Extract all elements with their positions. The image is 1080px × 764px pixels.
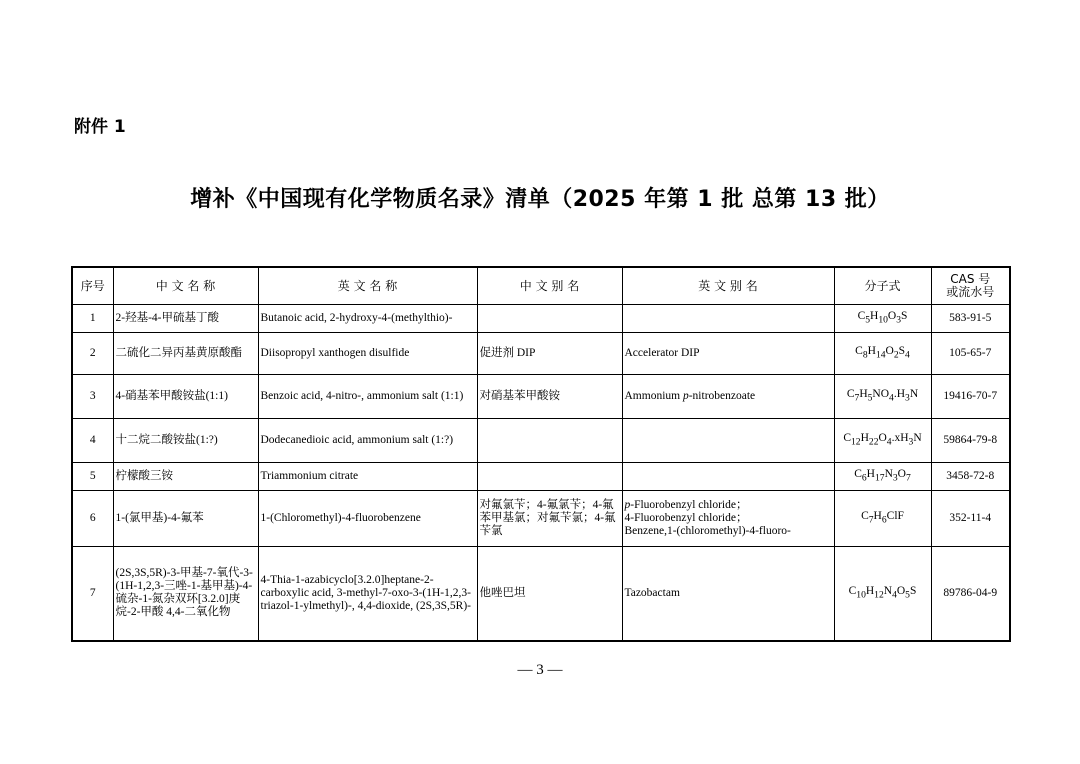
cell-cn-alias: 对硝基苯甲酸铵 <box>477 375 622 419</box>
formula-subscript: 3 <box>905 392 910 404</box>
cell-en-alias: Accelerator DIP <box>622 333 834 375</box>
header-cas-line2: 或流水号 <box>946 285 995 299</box>
header-formula: 分子式 <box>834 267 931 305</box>
formula-subscript: 22 <box>868 436 879 448</box>
cell-en-name: 4-Thia-1-azabicyclo[3.2.0]heptane-2-carboxylic acid, 3-methyl-7-oxo-3-(1H-1,2,3-triazol-1-ylmethyl)-, 4,4-dioxide, (2S,3S,5R)- <box>258 547 477 641</box>
cell-seq: 4 <box>72 419 113 463</box>
cell-en-name: Benzoic acid, 4-nitro-, ammonium salt (1:1) <box>258 375 477 419</box>
chemical-list-table <box>71 266 1011 642</box>
formula-subscript: 7 <box>905 472 911 484</box>
table-row <box>72 491 1010 547</box>
document-title: 增补《中国现有化学物质名录》清单（2025 年第 1 批 总第 13 批） <box>190 187 890 212</box>
cell-cn-alias <box>477 305 622 333</box>
formula-subscript: 6 <box>861 472 867 484</box>
formula-subscript: 6 <box>881 514 887 526</box>
en-alias-italic-p: p <box>624 499 631 511</box>
cell-cn-name: 二硫化二异丙基黄原酸酯 <box>113 333 258 375</box>
cell-cn-alias: 促进剂 DIP <box>477 333 622 375</box>
cell-cn-alias <box>477 419 622 463</box>
cell-cas: 352-11-4 <box>931 491 1010 547</box>
formula-subscript: 12 <box>851 436 861 448</box>
cell-seq: 5 <box>72 463 113 491</box>
formula-subscript: 3 <box>908 436 914 448</box>
formula-subscript: 5 <box>865 314 871 326</box>
cell-en-alias <box>622 463 834 491</box>
attachment-label: 附件 1 <box>74 117 126 137</box>
cell-cn-name: (2S,3S,5R)-3-甲基-7-氧代-3-(1H-1,2,3-三唑-1-基甲基)-4-硫杂-1-氮杂双环[3.2.0]庚烷-2-甲酸 4,4-二氧化物 <box>113 547 258 641</box>
page-number: — 3 — <box>517 662 563 678</box>
cell-seq: 7 <box>72 547 113 641</box>
formula-subscript: 4 <box>892 589 897 601</box>
formula-subscript: 4 <box>905 349 910 361</box>
cell-formula: $C_6H_{17}N_3O_7$ <box>834 463 931 491</box>
cell-cas: 89786-04-9 <box>931 547 1010 641</box>
formula-subscript: 10 <box>856 589 866 601</box>
cell-en-alias <box>622 375 834 419</box>
table-header-row <box>72 267 1010 305</box>
en-alias-line-rest: -Fluorobenzyl chloride； <box>630 499 748 511</box>
cell-cas: 583-91-5 <box>931 305 1010 333</box>
en-alias-line <box>625 499 832 512</box>
table-row <box>72 419 1010 463</box>
cell-seq: 2 <box>72 333 113 375</box>
table-row <box>72 547 1010 641</box>
header-cas <box>931 267 1010 305</box>
cell-seq: 3 <box>72 375 113 419</box>
en-alias-rest: -nitrobenzoate <box>688 390 756 402</box>
cell-en-name: Diisopropyl xanthogen disulfide <box>258 333 477 375</box>
cell-en-alias: Tazobactam <box>622 547 834 641</box>
table-row <box>72 463 1010 491</box>
formula-subscript: 3 <box>896 314 902 326</box>
cell-en-alias <box>622 419 834 463</box>
en-alias-line: Benzene,1-(chloromethyl)-4-fluoro- <box>624 525 791 537</box>
formula-subscript: 4 <box>886 436 892 448</box>
table-row <box>72 333 1010 375</box>
formula-subscript: 4 <box>889 392 894 404</box>
formula-subscript: 5 <box>905 589 910 601</box>
cell-en-alias <box>622 491 834 547</box>
cell-cas: 19416-70-7 <box>931 375 1010 419</box>
en-alias-line: 4-Fluorobenzyl chloride； <box>624 512 748 524</box>
cell-cn-alias: 对氟氯苄；4-氟氯苄；4-氟苯甲基氯；对氟苄氯；4-氟苄氯 <box>477 491 622 547</box>
header-en-name: 英 文 名 称 <box>258 267 477 305</box>
formula-subscript: 12 <box>874 589 884 601</box>
cell-cn-name: 2-羟基-4-甲硫基丁酸 <box>113 305 258 333</box>
header-cas-line1: CAS 号 <box>950 272 991 286</box>
cell-cn-alias: 他唑巴坦 <box>477 547 622 641</box>
formula-subscript: 10 <box>878 314 888 326</box>
table-row <box>72 375 1010 419</box>
header-en-alias: 英 文 别 名 <box>622 267 834 305</box>
cell-cas: 105-65-7 <box>931 333 1010 375</box>
cell-seq: 1 <box>72 305 113 333</box>
cell-formula: $C_{12}H_{22}O_4.xH_3N$ <box>834 419 931 463</box>
cell-en-name: 1-(Chloromethyl)-4-fluorobenzene <box>258 491 477 547</box>
cell-formula: $C_5H_{10}O_3S$ <box>834 305 931 333</box>
cell-formula: $C_7H_5NO_4.H_3N$ <box>834 375 931 419</box>
formula-subscript: 3 <box>892 472 898 484</box>
cell-formula: $C_{10}H_{12}N_4O_5S$ <box>834 547 931 641</box>
cell-en-name: Butanoic acid, 2-hydroxy-4-(methylthio)- <box>258 305 477 333</box>
cell-cn-alias <box>477 463 622 491</box>
formula-subscript: 17 <box>874 472 885 484</box>
formula-subscript: 14 <box>875 349 886 361</box>
cell-en-name: Triammonium citrate <box>258 463 477 491</box>
cell-cn-name: 柠檬酸三铵 <box>113 463 258 491</box>
cell-cas: 59864-79-8 <box>931 419 1010 463</box>
cell-formula: $C_8H_{14}O_2S_4$ <box>834 333 931 375</box>
cell-cas: 3458-72-8 <box>931 463 1010 491</box>
formula-subscript: 8 <box>862 349 868 361</box>
cell-cn-name: 1-(氯甲基)-4-氟苯 <box>113 491 258 547</box>
formula-subscript: 7 <box>854 392 860 404</box>
formula-subscript: 7 <box>868 514 874 526</box>
en-alias-italic-p: p <box>682 390 689 402</box>
cell-en-name: Dodecanedioic acid, ammonium salt (1:?) <box>258 419 477 463</box>
formula-subscript: 5 <box>867 392 873 404</box>
cell-seq: 6 <box>72 491 113 547</box>
header-cn-name: 中 文 名 称 <box>113 267 258 305</box>
cell-cn-name: 4-硝基苯甲酸铵盐(1:1) <box>113 375 258 419</box>
header-seq: 序号 <box>72 267 113 305</box>
header-cn-alias: 中 文 别 名 <box>477 267 622 305</box>
cell-cn-name: 十二烷二酸铵盐(1:?) <box>113 419 258 463</box>
en-alias-prefix: Ammonium <box>624 390 683 402</box>
table-row <box>72 305 1010 333</box>
cell-formula: $C_7H_6ClF$ <box>834 491 931 547</box>
cell-en-alias <box>622 305 834 333</box>
formula-subscript: 2 <box>893 349 899 361</box>
